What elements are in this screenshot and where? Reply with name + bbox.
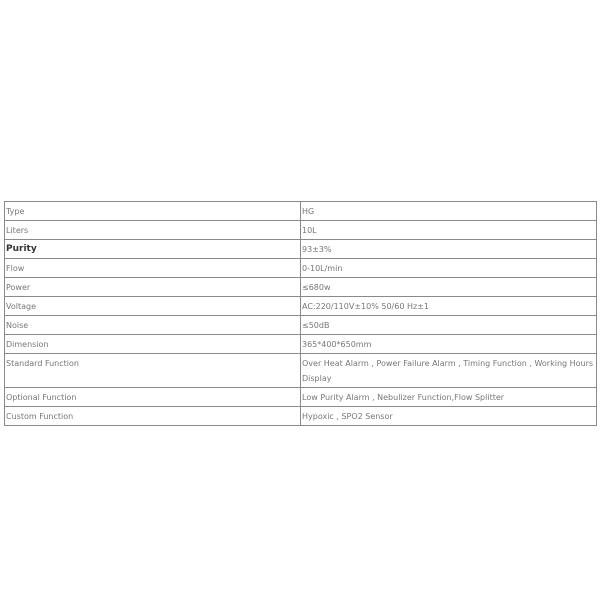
table-row (5, 407, 597, 426)
row-label: Standard Function (5, 354, 301, 388)
spec-table (4, 201, 597, 426)
row-label: Liters (5, 221, 301, 240)
row-value: Low Purity Alarm , Nebulizer Function,Flow Splitter (301, 388, 597, 407)
row-label: Dimension (5, 335, 301, 354)
table-row (5, 259, 597, 278)
row-label: Noise (5, 316, 301, 335)
table-row (5, 297, 597, 316)
row-value: HG (301, 202, 597, 221)
row-value: ≤680w (301, 278, 597, 297)
table-row (5, 278, 597, 297)
row-label: Power (5, 278, 301, 297)
row-value: 10L (301, 221, 597, 240)
table-row (5, 335, 597, 354)
row-value: AC:220/110V±10% 50/60 Hz±1 (301, 297, 597, 316)
row-value: 0-10L/min (301, 259, 597, 278)
row-value: Hypoxic , SPO2 Sensor (301, 407, 597, 426)
row-value: 365*400*650mm (301, 335, 597, 354)
row-label: Purity (5, 240, 301, 259)
row-label: Optional Function (5, 388, 301, 407)
row-label: Custom Function (5, 407, 301, 426)
row-value: Over Heat Alarm , Power Failure Alarm , Timing Function , Working Hours Display (301, 354, 597, 388)
table-row (5, 354, 597, 388)
row-value: 93±3% (301, 240, 597, 259)
table-row (5, 316, 597, 335)
table-row (5, 240, 597, 259)
row-label: Voltage (5, 297, 301, 316)
row-label: Type (5, 202, 301, 221)
row-label: Flow (5, 259, 301, 278)
row-value: ≤50dB (301, 316, 597, 335)
table-row (5, 221, 597, 240)
table-row (5, 202, 597, 221)
table-row (5, 388, 597, 407)
